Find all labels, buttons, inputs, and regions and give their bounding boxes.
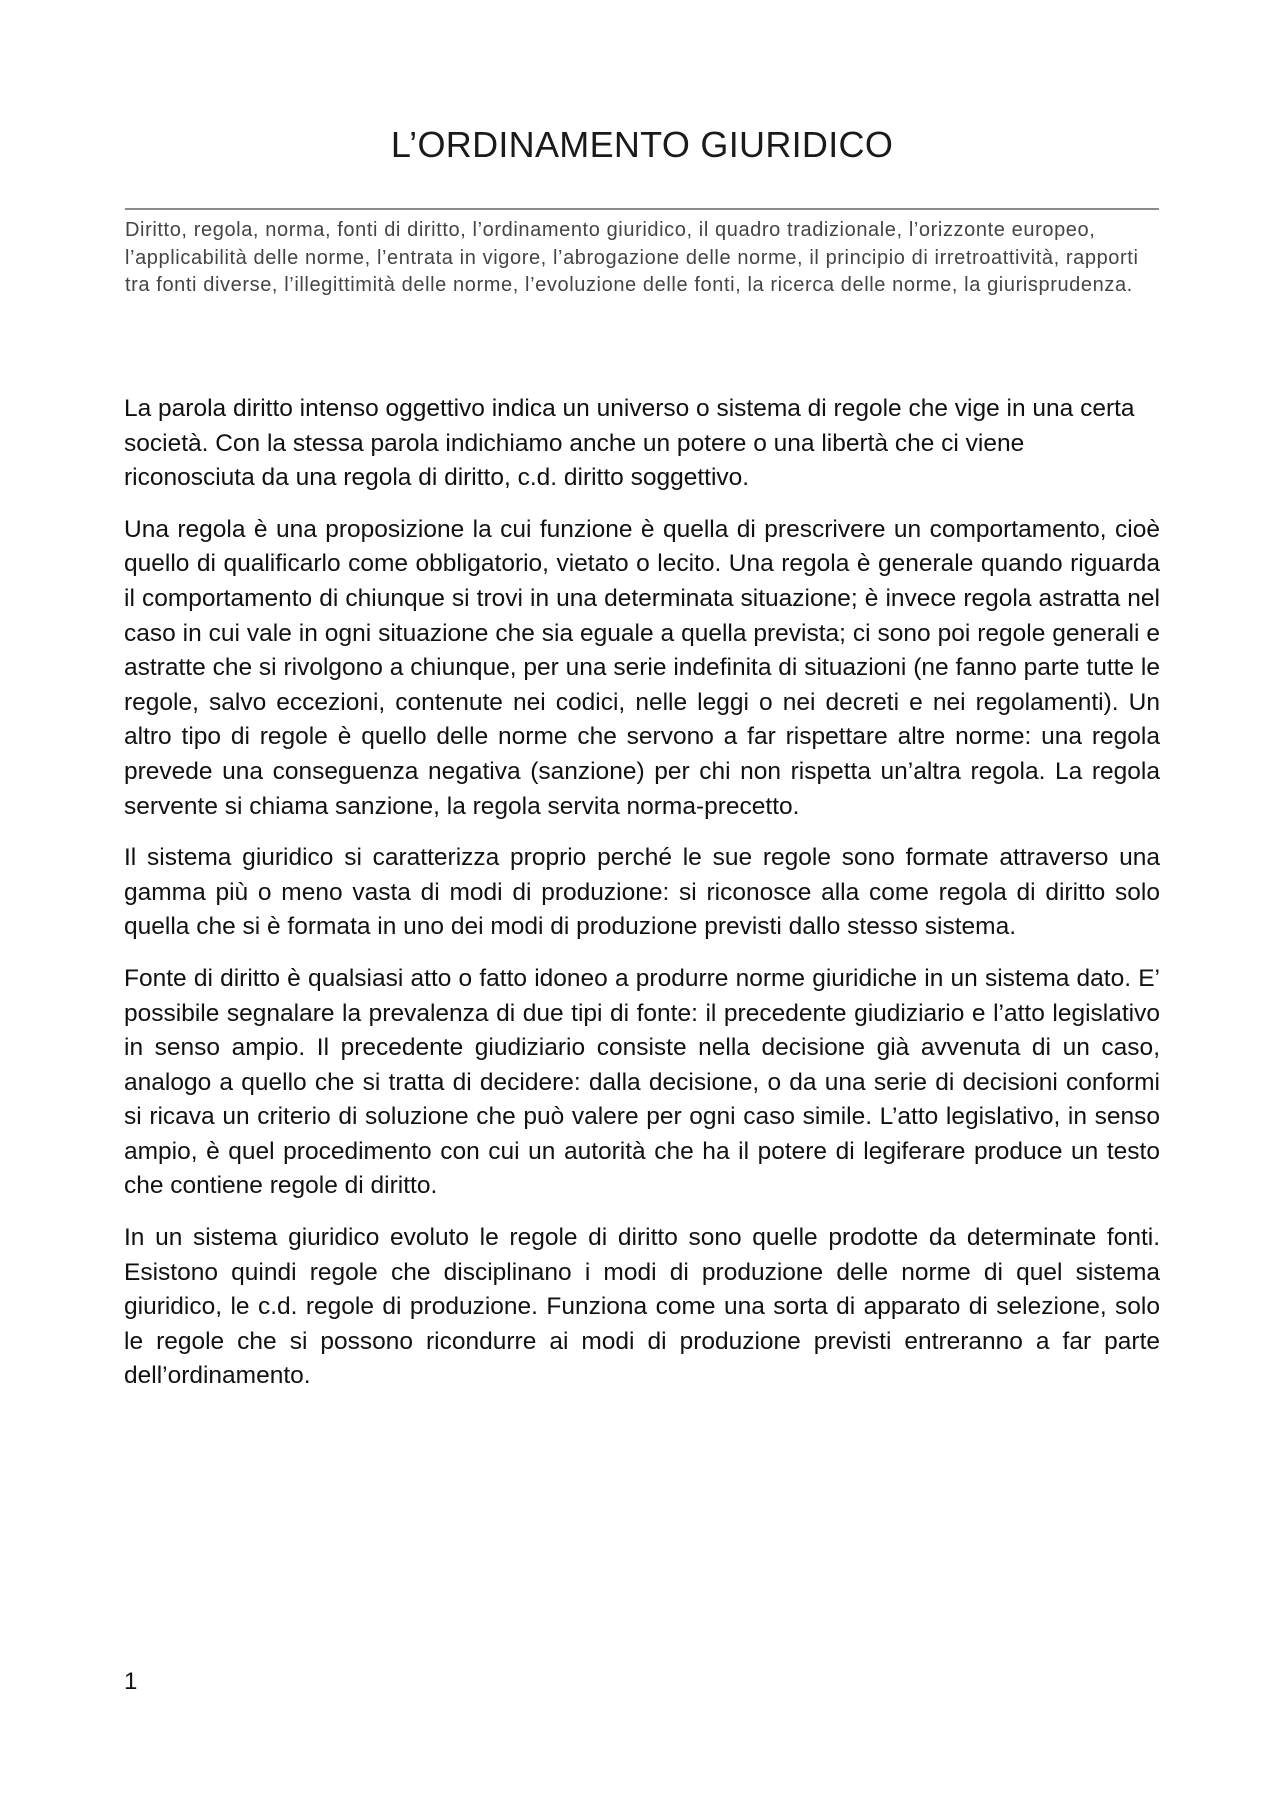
paragraph: Il sistema giuridico si caratterizza proprio perché le sue regole sono formate attraverso una gamma più o meno vasta di modi di produzione: si riconosce alla come regola di diritto solo quella che si è formata in uno dei modi di produzione previsti dallo stesso sistema. bbox=[124, 844, 1160, 941]
paragraph: In un sistema giuridico evoluto le regole di diritto sono quelle prodotte da determinate fonti. Esistono quindi regole che disciplinano i modi di produzione delle norme di quel sistema giuridico, le c.d. regole di produzione. Funziona come una sorta di apparato di selezione, solo le regole che si possono ricondurre ai modi di produzione previsti entreranno a far parte dell’ordinamento. bbox=[124, 1224, 1160, 1390]
keywords-summary: Diritto, regola, norma, fonti di diritto, l’ordinamento giuridico, il quadro tradizionale, l’orizzonte europeo, l’applicabilità delle norme, l’entrata in vigore, l’abrogazione delle norme, il principio di irretroattività, rapporti tra fonti diverse, l’illegittimità delle norme, l’evoluzione delle fonti, la ricerca delle norme, la giurisprudenza. bbox=[125, 219, 1139, 296]
page-title: L’ORDINAMENTO GIURIDICO bbox=[390, 124, 894, 165]
paragraph: Una regola è una proposizione la cui funzione è quella di prescrivere un comportamento, cioè quello di qualificarlo come obbligatorio, vietato o lecito. Una regola è generale quando riguarda il comportamento di chiunque si trovi in una determinata situazione; è invece regola astratta nel caso in cui vale in ogni situazione che sia eguale a quella prevista; ci sono poi regole generali e astratte che si rivolgono a chiunque, per una serie indefinita di situazioni (ne fanno parte tutte le regole, salvo eccezioni, contenute nei codici, nelle leggi o nei decreti e nei regolamenti). Un altro tipo di regole è quello delle norme che servono a far rispettare altre norme: una regola prevede una conseguenza negativa (sanzione) per chi non rispetta un’altra regola. La regola servente si chiama sanzione, la regola servita norma-precetto. bbox=[124, 515, 1160, 820]
body-text bbox=[124, 392, 1160, 1411]
paragraph: Fonte di diritto è qualsiasi atto o fatto idoneo a produrre norme giuridiche in un sistema dato. E’ possibile segnalare la prevalenza di due tipi di fonte: il precedente giudiziario e l’atto legislativo in senso ampio. Il precedente giudiziario consiste nella decisione già avvenuta di un caso, analogo a quello che si tratta di decidere: dalla decisione, o da una serie di decisioni conformi si ricava un criterio di soluzione che può valere per ogni caso simile. L’atto legislativo, in senso ampio, è quel procedimento con cui un autorità che ha il potere di legiferare produce un testo che contiene regole di diritto. bbox=[124, 964, 1160, 1200]
paragraph: La parola diritto intenso oggettivo indica un universo o sistema di regole che vige in una certa società. Con la stessa parola indichiamo anche un potere o una libertà che ci viene riconosciuta da una regola di diritto, c.d. diritto soggettivo. bbox=[124, 395, 1135, 492]
page-number: 1 bbox=[124, 1668, 138, 1695]
title-divider bbox=[125, 208, 1159, 210]
